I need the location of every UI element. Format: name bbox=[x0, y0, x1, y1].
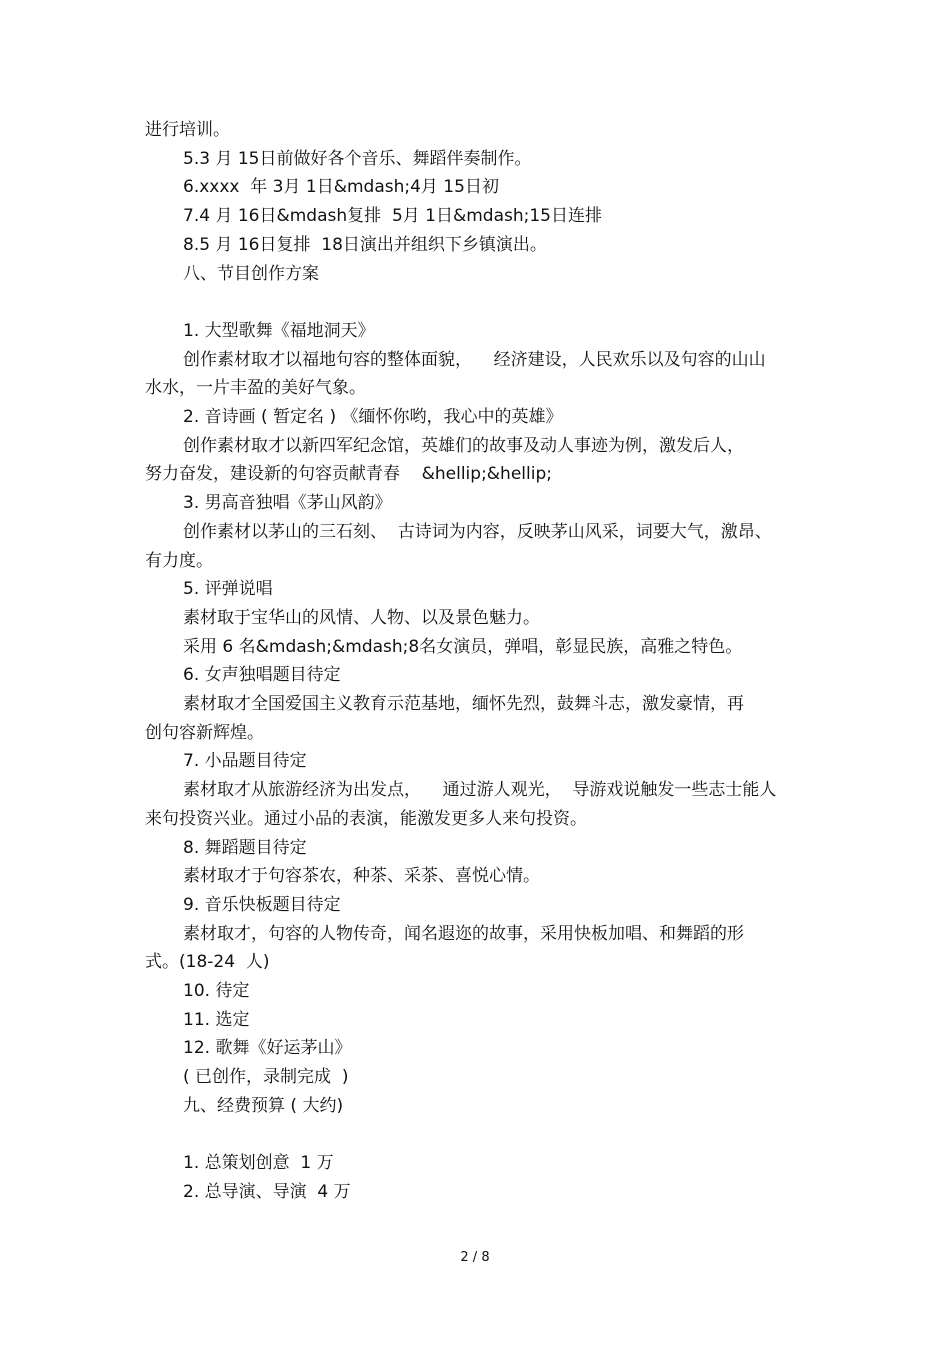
text-line: 采用 6 名&mdash;&mdash;8名女演员，弹唱，彰显民族，高雅之特色。 bbox=[183, 636, 743, 657]
text-line: 9. 音乐快板题目待定 bbox=[183, 894, 341, 915]
text-line: 来句投资兴业。通过小品的表演，能激发更多人来句投资。 bbox=[145, 808, 587, 829]
text-line: 10. 待定 bbox=[183, 981, 250, 1001]
text-line: ( 已创作，录制完成 ) bbox=[183, 1067, 349, 1088]
page-number: 2 / 8 bbox=[460, 1250, 490, 1265]
text-line: 2. 音诗画 ( 暂定名 ) 《缅怀你哟，我心中的英雄》 bbox=[183, 407, 563, 427]
text-line: 8. 舞蹈题目待定 bbox=[183, 837, 307, 858]
text-line: 7. 小品题目待定 bbox=[183, 751, 307, 772]
text-line: 进行培训。 bbox=[145, 120, 230, 140]
text-line: 素材取才，句容的人物传奇，闻名遐迩的故事，采用快板加唱、和舞蹈的形 bbox=[183, 923, 744, 944]
text-line: 创句容新辉煌。 bbox=[145, 722, 264, 743]
text-line: 12. 歌舞《好运茅山》 bbox=[183, 1038, 352, 1059]
text-line: 5.3 月 15日前做好各个音乐、舞蹈伴奏制作。 bbox=[183, 148, 532, 169]
text-line: 2. 总导演、导演 4 万 bbox=[183, 1181, 351, 1202]
text-line: 创作素材取才以福地句容的整体面貌， 经济建设，人民欢乐以及句容的山山 bbox=[183, 349, 766, 370]
text-line: 有力度。 bbox=[145, 550, 213, 571]
text-line: 6.xxxx 年 3月 1日&mdash;4月 15日初 bbox=[183, 177, 499, 198]
text-line: 努力奋发，建设新的句容贡献青春 &hellip;&hellip; bbox=[145, 464, 552, 485]
text-line: 素材取才全国爱国主义教育示范基地，缅怀先烈，鼓舞斗志，激发豪情，再 bbox=[183, 694, 744, 714]
text-line: 素材取于宝华山的风情、人物、以及景色魅力。 bbox=[183, 607, 540, 628]
text-line: 八、节目创作方案 bbox=[183, 263, 319, 284]
text-line: 九、经费预算 ( 大约) bbox=[183, 1095, 344, 1116]
text-line: 5. 评弹说唱 bbox=[183, 579, 273, 600]
text-line: 1. 总策划创意 1 万 bbox=[183, 1153, 334, 1174]
text-line: 素材取才从旅游经济为出发点， 通过游人观光， 导游戏说触发一些志士能人 bbox=[183, 780, 777, 801]
text-line: 1. 大型歌舞《福地洞天》 bbox=[183, 320, 375, 341]
text-line: 创作素材取才以新四军纪念馆，英雄们的故事及动人事迹为例，激发后人， bbox=[183, 435, 744, 456]
text-line: 水水，一片丰盈的美好气象。 bbox=[145, 378, 366, 399]
text-line: 素材取才于句容茶农，种茶、采茶、喜悦心情。 bbox=[183, 866, 540, 887]
text-line: 11. 选定 bbox=[183, 1009, 250, 1030]
text-line: 8.5 月 16日复排 18日演出并组织下乡镇演出。 bbox=[183, 234, 547, 255]
text-line: 式。(18-24 人) bbox=[145, 952, 270, 973]
text-line: 创作素材以茅山的三石刻、 古诗词为内容，反映茅山风采，词要大气，激昂、 bbox=[183, 521, 772, 542]
text-line: 3. 男高音独唱《茅山风韵》 bbox=[183, 493, 392, 514]
text-line: 7.4 月 16日&mdash复排 5月 1日&mdash;15日连排 bbox=[183, 206, 602, 227]
text-line: 6. 女声独唱题目待定 bbox=[183, 665, 341, 686]
